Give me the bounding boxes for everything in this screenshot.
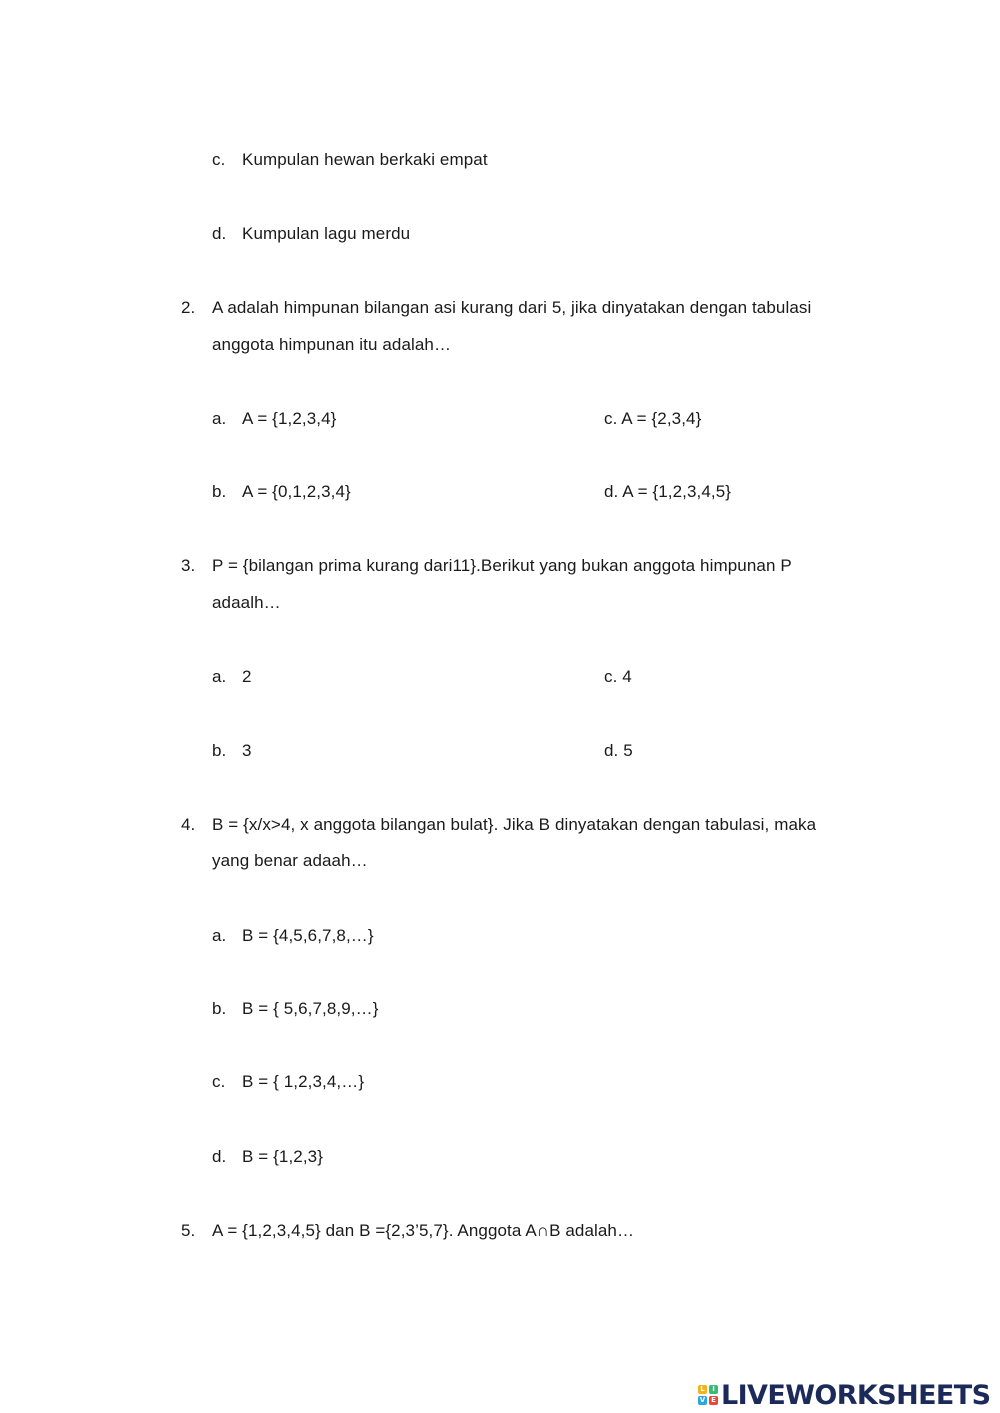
liveworksheets-logo [698, 1378, 990, 1412]
q1-option-d-text: Kumpulan lagu merdu [242, 224, 411, 243]
q3-option-c: c. 4 [604, 667, 632, 686]
mark-tile-l: L [698, 1385, 707, 1394]
q4-option-c-text: B = { 1,2,3,4,…} [242, 1072, 365, 1091]
q2-option-b-letter: b. [212, 482, 227, 501]
q4-option-a-letter: a. [212, 926, 227, 945]
q4-option-a-text: B = {4,5,6,7,8,…} [242, 926, 374, 945]
mark-tile-i: I [709, 1385, 718, 1394]
mark-tile-v: V [699, 1396, 706, 1404]
q5-question-line1: A = {1,2,3,4,5} dan B ={2,3’5,7}. Anggota A∩B adalah… [212, 1221, 635, 1240]
q4-question-line1: B = {x/x>4, x anggota bilangan bulat}. Jika B dinyatakan dengan tabulasi, maka [212, 815, 817, 834]
q3-option-a-text: 2 [242, 667, 252, 686]
q4-number: 4. [181, 815, 196, 834]
q3-number: 3. [181, 556, 196, 575]
q2-option-a-text: A = {1,2,3,4} [242, 409, 337, 428]
q4-option-c-letter: c. [212, 1072, 226, 1091]
liveworksheets-mark-icon [698, 1385, 718, 1405]
q4-option-b-letter: b. [212, 999, 227, 1018]
q2-question-line2: anggota himpunan itu adalah… [212, 335, 452, 354]
q2-option-b-text: A = {0,1,2,3,4} [242, 482, 351, 501]
liveworksheets-wordmark: LIVEWORKSHEETS [721, 1379, 991, 1411]
q3-option-b-text: 3 [242, 741, 252, 760]
q4-question-line2: yang benar adaah… [212, 851, 368, 870]
q3-option-d: d. 5 [604, 741, 633, 760]
q3-option-b-letter: b. [212, 741, 227, 760]
q5-number: 5. [181, 1221, 196, 1240]
q4-option-b-text: B = { 5,6,7,8,9,…} [242, 999, 379, 1018]
q1-option-c-letter: c. [212, 150, 226, 169]
q3-question-line1: P = {bilangan prima kurang dari11}.Berikut yang bukan anggota himpunan P [212, 556, 792, 575]
q2-option-c: c. A = {2,3,4} [604, 409, 702, 428]
q1-option-c-text: Kumpulan hewan berkaki empat [242, 150, 488, 169]
q2-option-a-letter: a. [212, 409, 227, 428]
mark-tile-e: E [709, 1396, 718, 1405]
q3-question-line2: adaalh… [212, 593, 281, 612]
q2-question-line1: A adalah himpunan bilangan asi kurang dari 5, jika dinyatakan dengan tabulasi [212, 298, 812, 317]
q4-option-d-text: B = {1,2,3} [242, 1147, 323, 1166]
q3-option-a-letter: a. [212, 667, 227, 686]
q2-number: 2. [181, 298, 196, 317]
q4-option-d-letter: d. [212, 1147, 227, 1166]
q1-option-d-letter: d. [212, 224, 227, 243]
q2-option-d: d. A = {1,2,3,4,5} [604, 482, 732, 501]
